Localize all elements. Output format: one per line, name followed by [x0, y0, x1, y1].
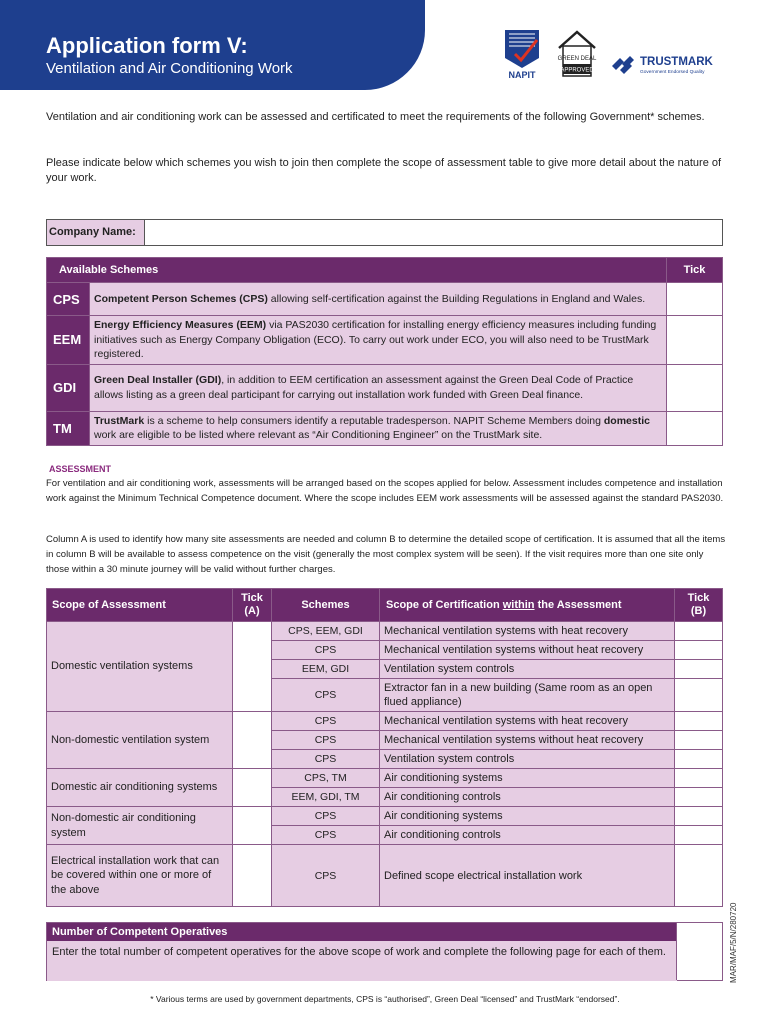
- scheme-cell: CPS: [272, 641, 380, 660]
- green-deal-logo: [553, 28, 601, 80]
- scheme-tick-gdi[interactable]: [667, 364, 723, 411]
- competent-operatives-instructions: Enter the total number of competent operatives for the above scope of work and complete the following page for each of them.: [47, 941, 677, 981]
- competent-operatives-count-field[interactable]: [676, 923, 722, 980]
- scope-group-non-domestic-air-conditioning: Non-domestic air conditioning system: [47, 807, 233, 845]
- footnote: * Various terms are used by government departments, CPS is “authorised”, Green Deal “licensed” and TrustMark “endorsed”.: [150, 994, 620, 1004]
- tick-b-cell[interactable]: [675, 712, 723, 731]
- intro-paragraph-2: Please indicate below which schemes you wish to join then complete the scope of assessment table to give more detail about the nature of your work.: [46, 157, 722, 184]
- scope-header: Scope of Assessment: [47, 589, 233, 622]
- tick-b-cell[interactable]: [675, 845, 723, 907]
- certification-cell: Mechanical ventilation systems with heat recovery: [380, 712, 675, 731]
- assessment-paragraph-1: For ventilation and air conditioning work, assessments will be arranged based on the scopes applied for below. Assessment includes competence and installation work against the Minimum Technical Competence document. Where the scope includes EEM work assessments will be assessed against the standard PAS2030.: [46, 478, 724, 504]
- scope-group-electrical-installation: Electrical installation work that can be covered within one or more of the above: [47, 845, 233, 907]
- scheme-cell: CPS, EEM, GDI: [272, 622, 380, 641]
- certification-cell: Mechanical ventilation systems with heat recovery: [380, 622, 675, 641]
- tick-a-non-domestic-air-conditioning[interactable]: [233, 807, 272, 845]
- certification-cell: Air conditioning controls: [380, 826, 675, 845]
- scheme-cell: CPS: [272, 807, 380, 826]
- scheme-code: CPS: [47, 283, 90, 316]
- tick-a-non-domestic-ventilation[interactable]: [233, 712, 272, 769]
- tick-a-electrical-installation[interactable]: [233, 845, 272, 907]
- green-deal-approved-text: APPROVED: [560, 67, 594, 74]
- tick-b-cell[interactable]: [675, 679, 723, 712]
- tick-b-cell[interactable]: [675, 769, 723, 788]
- table-row: [47, 712, 723, 731]
- trustmark-tagline: Government Endorsed Quality: [640, 70, 705, 75]
- trustmark-logo: [610, 52, 728, 76]
- tick-b-cell[interactable]: [675, 622, 723, 641]
- scheme-cell: CPS: [272, 750, 380, 769]
- assessment-paragraph-2: Column A is used to identify how many site assessments are needed and column B to determine the detailed scope of certification. It is assumed that all the items in column B will be available to assess competence on the visit (generally the most complex system will be seen). If the visit requires more than one site only those within a 30 minute journey will be valid without further charges.: [46, 534, 726, 575]
- company-name-field[interactable]: [145, 220, 722, 245]
- scheme-cell: CPS: [272, 826, 380, 845]
- scheme-row-tm: [47, 411, 723, 445]
- tick-a-domestic-air-conditioning[interactable]: [233, 769, 272, 807]
- table-row: [47, 769, 723, 788]
- intro-paragraph-1: Ventilation and air conditioning work can be assessed and certificated to meet the requirements of the following Government* schemes.: [46, 111, 705, 123]
- scope-group-non-domestic-ventilation: Non-domestic ventilation system: [47, 712, 233, 769]
- trustmark-text: TRUSTMARK: [640, 56, 713, 68]
- scheme-tick-cps[interactable]: [667, 283, 723, 316]
- napit-logo-text: NAPIT: [508, 70, 536, 80]
- tick-a-domestic-ventilation[interactable]: [233, 622, 272, 712]
- competent-operatives-title: Number of Competent Operatives: [47, 923, 677, 941]
- scheme-description: Energy Efficiency Measures (EEM) via PAS2030 certification for installing energy efficiency measures including funding initiatives such as Energy Company Obligation (ECO). To carry out work under ECO, you will also need to be TrustMark registered.: [90, 316, 667, 365]
- certification-cell: Defined scope electrical installation work: [380, 845, 675, 907]
- company-name-label: Company Name:: [47, 220, 145, 245]
- available-schemes-table: [46, 257, 723, 446]
- tick-b-cell[interactable]: [675, 731, 723, 750]
- scheme-cell: CPS: [272, 679, 380, 712]
- competent-operatives-box: [46, 922, 723, 981]
- scheme-cell: EEM, GDI, TM: [272, 788, 380, 807]
- scheme-code: TM: [47, 411, 90, 445]
- tick-b-header: Tick (B): [675, 589, 723, 622]
- certification-cell: Air conditioning systems: [380, 769, 675, 788]
- scheme-description: TrustMark is a scheme to help consumers identify a reputable tradesperson. NAPIT Scheme Members doing domestic work are eligible to be listed where relevant as “Air Conditioning Engineer” on the TrustMark site.: [90, 411, 667, 445]
- scheme-row-cps: [47, 283, 723, 316]
- available-schemes-header: Available Schemes: [47, 258, 667, 283]
- tick-b-cell[interactable]: [675, 826, 723, 845]
- certification-cell: Mechanical ventilation systems without heat recovery: [380, 641, 675, 660]
- table-row: [47, 845, 723, 907]
- scheme-description: Green Deal Installer (GDI), in addition to EEM certification an assessment against the Green Deal Code of Practice allows listing as a green deal participant for carrying out installation work funded with Green Deal finance.: [90, 364, 667, 411]
- page-title: Application form V:: [46, 33, 248, 58]
- schemes-header: Schemes: [272, 589, 380, 622]
- scheme-code: EEM: [47, 316, 90, 365]
- company-name-row: [46, 219, 723, 246]
- green-deal-text: GREEN DEAL: [557, 56, 597, 62]
- scheme-cell: CPS, TM: [272, 769, 380, 788]
- tick-b-cell[interactable]: [675, 788, 723, 807]
- certification-cell: Air conditioning controls: [380, 788, 675, 807]
- tick-b-cell[interactable]: [675, 807, 723, 826]
- certification-cell: Extractor fan in a new building (Same room as an open flued appliance): [380, 679, 675, 712]
- document-reference-code: MAR/MAF/5/N/280720: [729, 902, 738, 983]
- scope-group-domestic-ventilation: Domestic ventilation systems: [47, 622, 233, 712]
- scheme-row-gdi: [47, 364, 723, 411]
- table-row: [47, 807, 723, 826]
- page-subtitle: Ventilation and Air Conditioning Work: [46, 60, 293, 77]
- scheme-code: GDI: [47, 364, 90, 411]
- scheme-description: Competent Person Schemes (CPS) allowing self-certification against the Building Regulations in England and Wales.: [90, 283, 667, 316]
- scheme-tick-eem[interactable]: [667, 316, 723, 365]
- schemes-tick-header: Tick: [667, 258, 723, 283]
- scope-of-assessment-table: [46, 588, 723, 907]
- certification-cell: Air conditioning systems: [380, 807, 675, 826]
- certification-cell: Ventilation system controls: [380, 750, 675, 769]
- tick-b-cell[interactable]: [675, 750, 723, 769]
- scheme-cell: CPS: [272, 712, 380, 731]
- certification-header: Scope of Certification within the Assessment: [380, 589, 675, 622]
- scheme-cell: CPS: [272, 845, 380, 907]
- tick-b-cell[interactable]: [675, 660, 723, 679]
- certification-cell: Ventilation system controls: [380, 660, 675, 679]
- certification-cell: Mechanical ventilation systems without heat recovery: [380, 731, 675, 750]
- scheme-cell: EEM, GDI: [272, 660, 380, 679]
- tick-b-cell[interactable]: [675, 641, 723, 660]
- scheme-tick-tm[interactable]: [667, 411, 723, 445]
- napit-logo: [501, 28, 543, 80]
- tick-a-header: Tick (A): [233, 589, 272, 622]
- assessment-title: ASSESSMENT: [49, 464, 112, 474]
- scheme-row-eem: [47, 316, 723, 365]
- scope-group-domestic-air-conditioning: Domestic air conditioning systems: [47, 769, 233, 807]
- scheme-cell: CPS: [272, 731, 380, 750]
- table-row: [47, 622, 723, 641]
